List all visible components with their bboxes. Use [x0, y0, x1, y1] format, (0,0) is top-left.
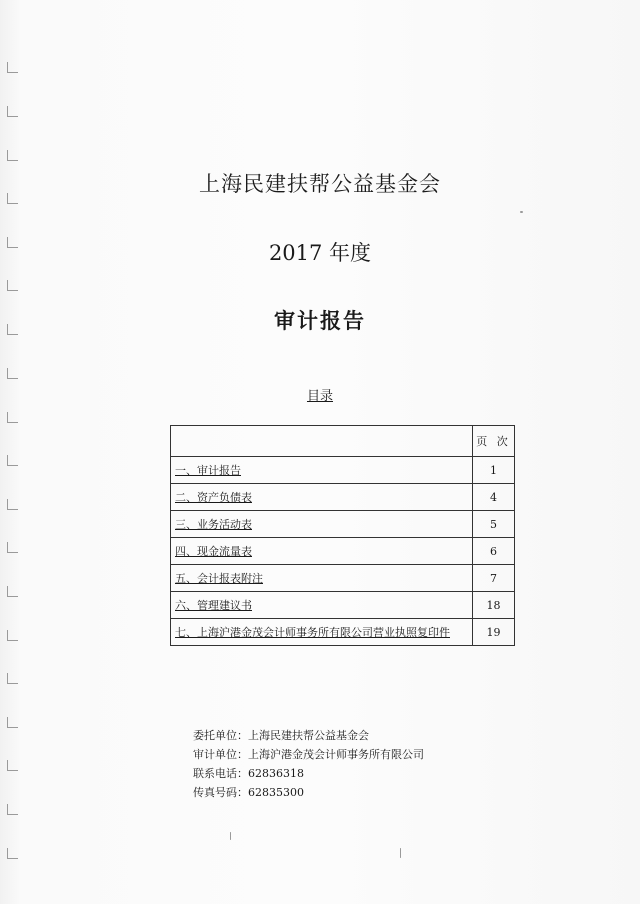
binding-mark	[7, 673, 18, 684]
binding-mark	[7, 455, 18, 466]
binding-mark	[7, 368, 18, 379]
binding-mark	[7, 412, 18, 423]
toc-item[interactable]	[171, 457, 473, 484]
binding-mark	[7, 150, 18, 161]
contact-info	[193, 726, 424, 802]
toc-page-number: 7	[473, 565, 515, 592]
toc-item-label[interactable]: 五、会计报表附注	[175, 572, 263, 585]
toc-page-number: 19	[473, 619, 515, 646]
toc-row	[171, 619, 515, 646]
organization-title: 上海民建扶帮公益基金会	[199, 172, 441, 196]
toc-row	[171, 457, 515, 484]
report-year: 2017 年度	[268, 241, 372, 265]
toc-row	[171, 592, 515, 619]
binding-mark	[7, 630, 18, 641]
toc-page-number: 5	[473, 511, 515, 538]
fax-line: 传真号码：62835300	[193, 786, 304, 799]
toc-heading-label: 目录	[306, 389, 333, 404]
client-line: 委托单位：上海民建扶帮公益基金会	[193, 729, 369, 742]
auditor-line: 审计单位：上海沪港金茂会计师事务所有限公司	[193, 748, 424, 761]
toc-row	[171, 538, 515, 565]
report-title: 审计报告	[274, 308, 366, 333]
binding-mark	[7, 542, 18, 553]
toc-item-label[interactable]: 一、审计报告	[175, 464, 241, 477]
scan-speck	[230, 832, 231, 840]
binding-mark	[7, 848, 18, 859]
binding-mark	[7, 62, 18, 73]
binding-mark	[7, 499, 18, 510]
toc-page-number: 4	[473, 484, 515, 511]
toc-item[interactable]	[171, 592, 473, 619]
binding-mark	[7, 760, 18, 771]
scan-speck	[400, 848, 401, 858]
binding-mark	[7, 717, 18, 728]
binding-mark	[7, 280, 18, 291]
toc-row	[171, 565, 515, 592]
toc-item-label[interactable]: 六、管理建议书	[175, 599, 252, 612]
phone-line: 联系电话：62836318	[193, 767, 304, 780]
toc-item[interactable]	[171, 511, 473, 538]
toc-page-number: 6	[473, 538, 515, 565]
toc-item-label[interactable]: 四、现金流量表	[175, 545, 252, 558]
toc-item[interactable]	[171, 619, 473, 646]
toc-row	[171, 484, 515, 511]
toc-item[interactable]	[171, 484, 473, 511]
toc-page-number: 1	[473, 457, 515, 484]
toc-item-label[interactable]: 七、上海沪港金茂会计师事务所有限公司营业执照复印件	[175, 626, 450, 639]
toc-item-label[interactable]: 二、资产负债表	[175, 491, 252, 504]
binding-mark	[7, 804, 18, 815]
binding-mark	[7, 106, 18, 117]
scan-speck	[520, 211, 523, 213]
toc-page-header: 页 次	[473, 426, 515, 457]
toc-heading	[0, 385, 640, 404]
toc-header-row	[171, 426, 515, 457]
toc-page-number: 18	[473, 592, 515, 619]
binding-mark	[7, 586, 18, 597]
toc-item[interactable]	[171, 565, 473, 592]
toc-row	[171, 511, 515, 538]
toc-header-blank	[171, 426, 473, 457]
toc-item[interactable]	[171, 538, 473, 565]
toc-item-label[interactable]: 三、业务活动表	[175, 518, 252, 531]
toc-table	[170, 425, 515, 646]
